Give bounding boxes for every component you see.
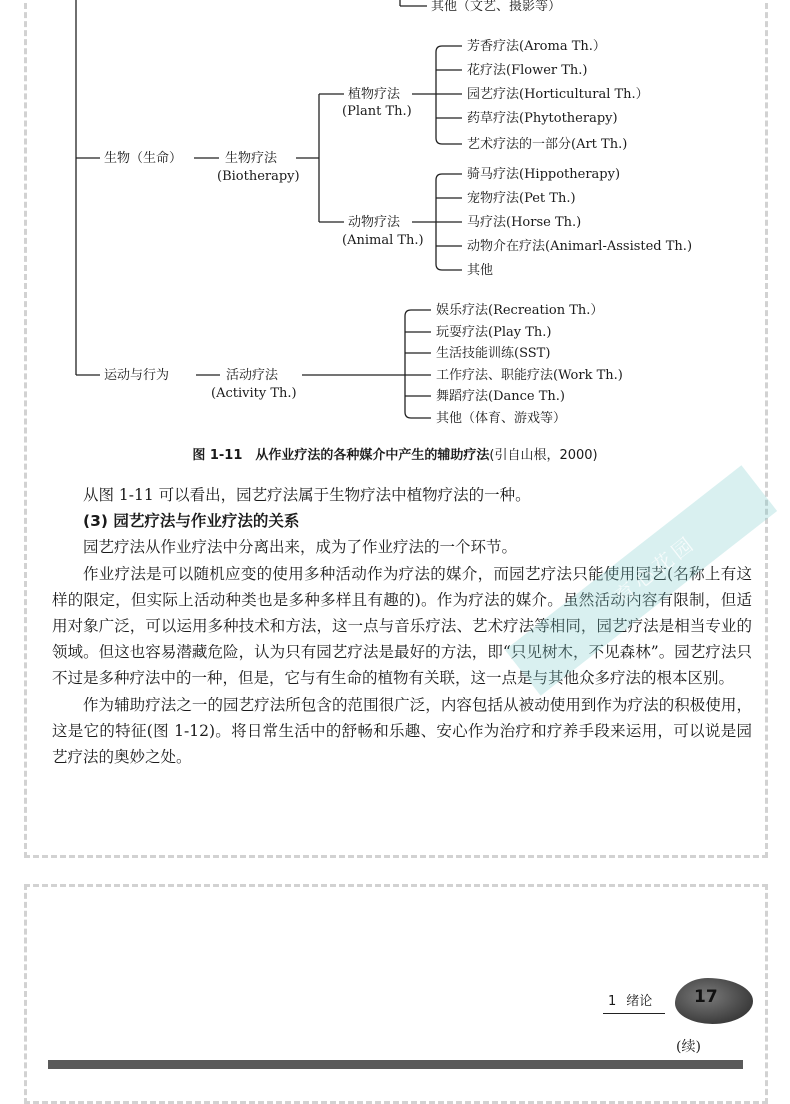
plant-item: 园艺疗法(Horticultural Th.） [467,87,649,102]
plant-item: 花疗法(Flower Th.) [467,63,588,78]
paragraph: 作为辅助疗法之一的园艺疗法所包含的范围很广泛，内容包括从被动使用到作为疗法的积极使用，这是它的特征(图 1-12)。将日常生活中的舒畅和乐趣、安心作为治疗和疗养手段来运用，可以说是园艺疗法的奥妙之处。 [52,695,752,767]
animal-item: 马疗法(Horse Th.) [467,215,582,230]
page-frame-bottom [24,884,768,1104]
figure-caption-title: 图 1-11 从作业疗法的各种媒介中产生的辅助疗法 [192,448,490,463]
activity-therapy-en: (Activity Th.) [211,386,297,401]
continued-label: (续) [676,1039,701,1055]
bio-label: 生物（生命） [104,151,183,166]
animal-therapy-label: 动物疗法 [348,215,401,230]
animal-item: 骑马疗法(Hippotherapy) [467,167,621,182]
top-other-item: 其他（文艺、摄影等） [431,0,562,14]
plant-therapy-en: (Plant Th.) [342,104,412,119]
activity-item: 工作疗法、职能疗法(Work Th.) [436,368,623,383]
figure-caption-source: (引自山根，2000) [489,448,598,463]
figure-caption [0,444,790,463]
bio-therapy-en: (Biotherapy) [217,169,300,184]
plant-item: 芳香疗法(Aroma Th.） [467,39,606,54]
footer-chapter [608,990,652,1009]
table-header-bar [48,1060,743,1069]
paragraph: 园艺疗法从作业疗法中分离出来，成为了作业疗法的一个环节。 [83,538,518,557]
section-heading: (3) 园艺疗法与作业疗法的关系 [83,512,300,531]
activity-therapy-label: 活动疗法 [226,368,279,383]
watermark: 育心花园 [505,465,777,695]
paragraph: 作业疗法是可以随机应变的使用多种活动作为疗法的媒介，而园艺疗法只能使用园艺(名称上有这样的限定，但实际上活动种类也是多种多样且有趣的)。作为疗法的媒介。虽然活动内容有限制，但适用对象广泛，可以运用多种技术和方法，这一点与音乐疗法、艺术疗法等相同，园艺疗法是相当专业的领域。但这也容易潜藏危险，认为只有园艺疗法是最好的方法，即“只见树木，不见森林”。园艺疗法只不过是多种疗法中的一种，但是，它与有生命的植物有关联，这一点是与其他众多疗法的根本区别。 [52,564,752,688]
animal-item: 动物介在疗法(Animarl-Assisted Th.) [467,239,693,254]
animal-item: 宠物疗法(Pet Th.) [467,191,576,206]
activity-item: 玩耍疗法(Play Th.) [436,325,552,340]
plant-item: 药草疗法(Phytotherapy) [467,111,618,126]
body-text [52,482,752,770]
bio-therapy-label: 生物疗法 [225,151,278,166]
activity-item: 其他（体育、游戏等） [436,411,567,426]
activity-item: 舞蹈疗法(Dance Th.) [436,389,565,404]
page-number: 17 [694,987,718,1007]
plant-therapy-label: 植物疗法 [348,87,401,102]
activity-item: 娱乐疗法(Recreation Th.） [436,303,604,318]
animal-therapy-en: (Animal Th.) [342,233,424,248]
plant-item: 艺术疗法的一部分(Art Th.) [467,137,628,152]
chapter-title: 绪论 [626,994,653,1009]
animal-item: 其他 [467,263,494,278]
footer-rule [603,1013,665,1014]
activity-label: 运动与行为 [104,368,170,383]
chapter-number: 1 [608,994,617,1009]
paragraph: 从图 1-11 可以看出，园艺疗法属于生物疗法中植物疗法的一种。 [83,486,531,504]
activity-item: 生活技能训练(SST) [436,346,551,361]
therapy-tree-diagram [0,0,790,440]
